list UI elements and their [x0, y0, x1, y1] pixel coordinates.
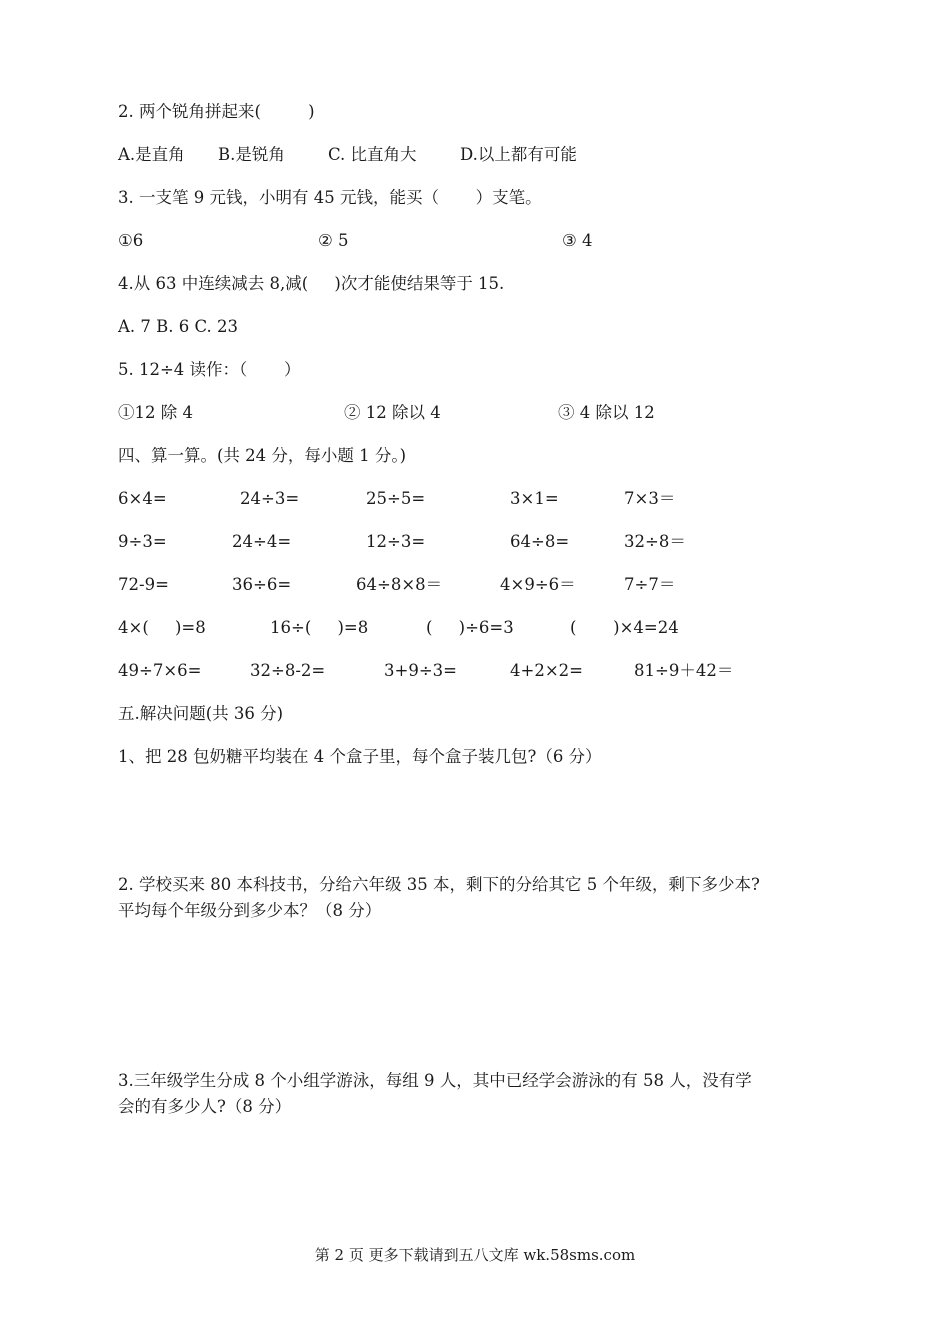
calc-item: 3+9÷3= — [384, 661, 457, 680]
calc-item: 64÷8×8＝ — [356, 575, 443, 594]
problem-2-text-line-2: 平均每个年级分到多少本？（8 分） — [118, 901, 382, 920]
question-5-option-3: ③ 4 除以 12 — [558, 403, 655, 422]
calc-item: 72-9= — [118, 575, 169, 594]
calc-item: 32÷8-2= — [250, 661, 326, 680]
question-3-option-2: ② 5 — [318, 231, 349, 250]
question-2-option-b: B.是锐角 — [218, 145, 285, 164]
question-5-option-1: ①12 除 4 — [118, 403, 193, 422]
question-3-stem: 3. 一支笔 9 元钱，小明有 45 元钱，能买（ ）支笔。 — [118, 188, 542, 207]
calc-item: 12÷3= — [366, 532, 426, 551]
question-2-option-a: A.是直角 — [118, 145, 185, 164]
question-5-option-2: ② 12 除以 4 — [344, 403, 441, 422]
calc-item: 6×4= — [118, 489, 167, 508]
calc-item: 4+2×2= — [510, 661, 583, 680]
problem-3-text-line-1: 3.三年级学生分成 8 个小组学游泳，每组 9 人，其中已经学会游泳的有 58 人，没有学 — [118, 1071, 752, 1090]
calc-item: ( )×4=24 — [570, 618, 679, 637]
question-2-stem: 2. 两个锐角拼起来( ) — [118, 102, 315, 121]
calc-item: 24÷3= — [240, 489, 300, 508]
problem-3-text-line-2: 会的有多少人?（8 分） — [118, 1097, 292, 1116]
calc-item: 81÷9＋42＝ — [634, 661, 734, 680]
section-5-title: 五.解决问题(共 36 分) — [118, 704, 284, 723]
problem-2-text-line-1: 2. 学校买来 80 本科技书，分给六年级 35 本，剩下的分给其它 5 个年级，剩下多少本? — [118, 875, 760, 894]
question-5-stem: 5. 12÷4 读作：（ ） — [118, 360, 301, 379]
question-4-options: A. 7 B. 6 C. 23 — [118, 317, 239, 336]
question-2-option-c: C. 比直角大 — [328, 145, 417, 164]
calc-item: 7×3＝ — [624, 489, 676, 508]
question-3-option-1: ①6 — [118, 231, 144, 250]
calc-item: 7÷7＝ — [624, 575, 676, 594]
question-4-stem: 4.从 63 中连续减去 8,减( )次才能使结果等于 15. — [118, 274, 505, 293]
question-2-option-d: D.以上都有可能 — [460, 145, 577, 164]
calc-item: 9÷3= — [118, 532, 167, 551]
calc-item: 16÷( )=8 — [270, 618, 369, 637]
calc-item: 4×( )=8 — [118, 618, 206, 637]
page-footer: 第 2 页 更多下载请到五八文库 wk.58sms.com — [314, 1246, 636, 1264]
calc-item: 25÷5= — [366, 489, 426, 508]
calc-item: 49÷7×6= — [118, 661, 202, 680]
question-3-option-3: ③ 4 — [562, 231, 593, 250]
calc-item: 32÷8＝ — [624, 532, 686, 551]
calc-item: 64÷8= — [510, 532, 570, 551]
calc-item: 24÷4= — [232, 532, 292, 551]
problem-1-text: 1、把 28 包奶糖平均装在 4 个盒子里，每个盒子装几包?（6 分） — [118, 747, 602, 766]
calc-item: 4×9÷6＝ — [500, 575, 576, 594]
calc-item: ( )÷6=3 — [426, 618, 514, 637]
section-4-title: 四、算一算。(共 24 分，每小题 1 分。) — [118, 446, 407, 465]
calc-item: 3×1= — [510, 489, 559, 508]
calc-item: 36÷6= — [232, 575, 292, 594]
